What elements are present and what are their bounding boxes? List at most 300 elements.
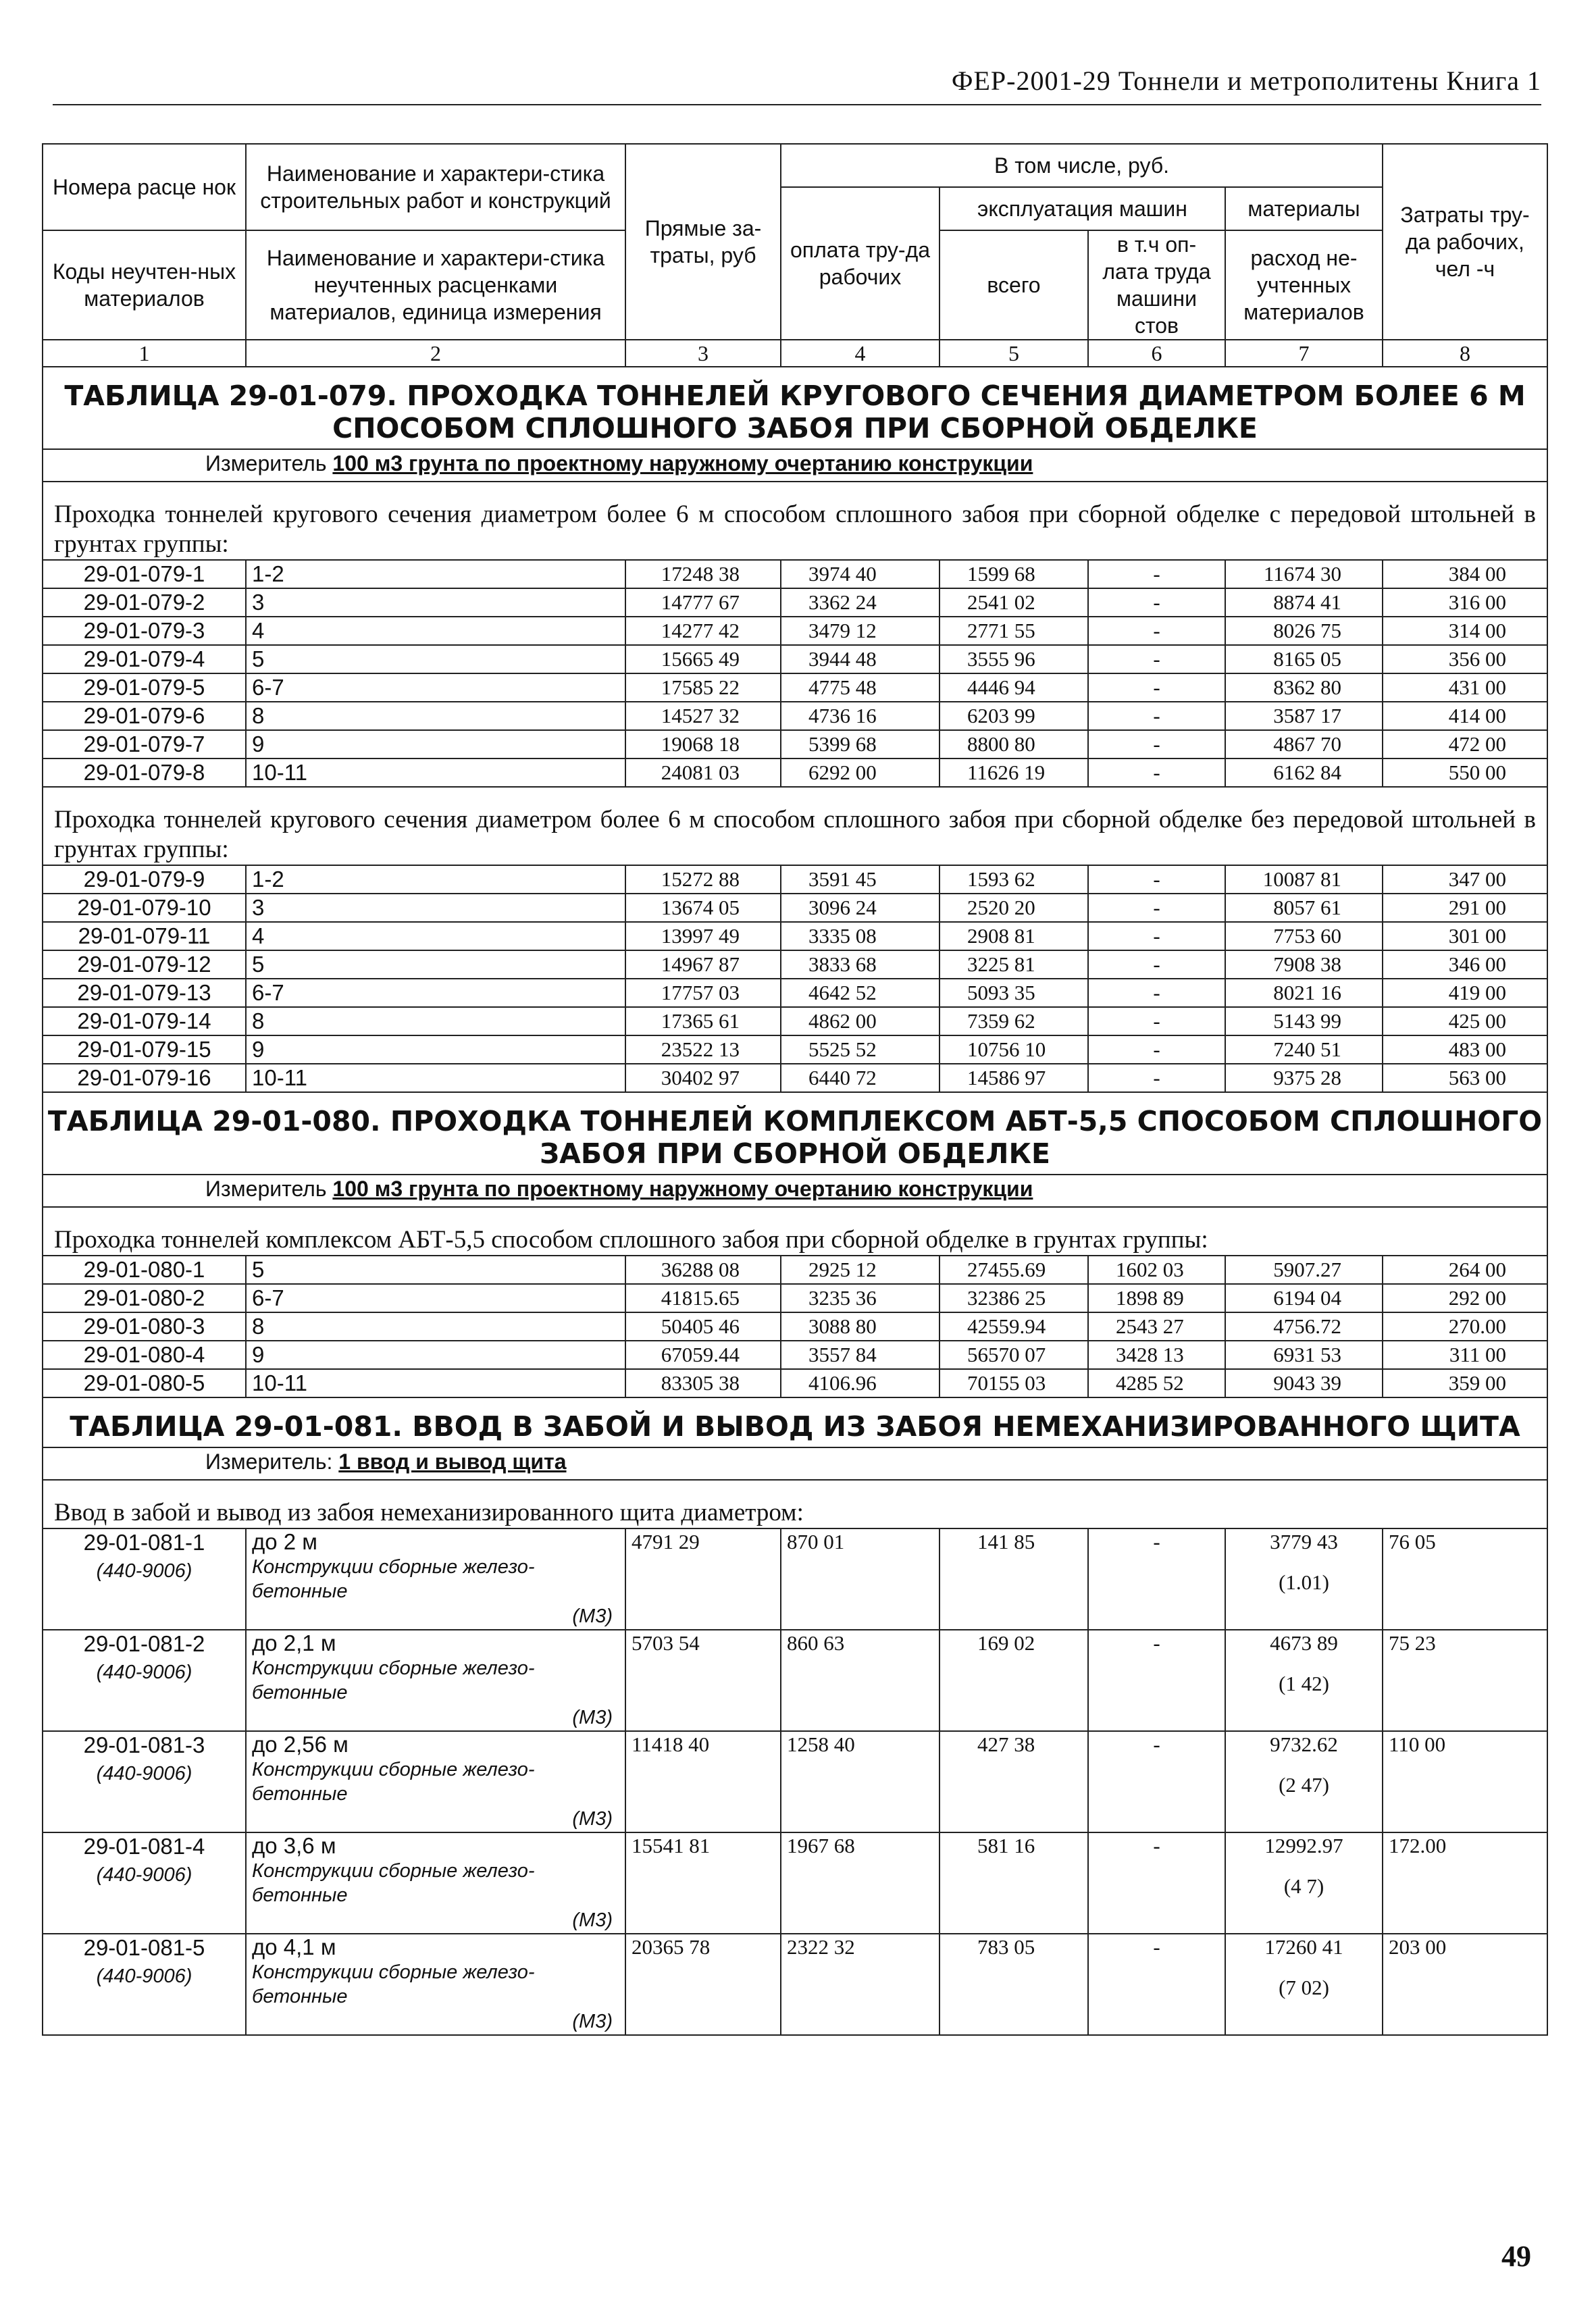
material-quantity: (2 47) — [1279, 1773, 1329, 1797]
rate-code: 29-01-081-2 — [83, 1631, 205, 1656]
table-cell: 15272 88 — [625, 865, 781, 894]
table-cell: 301 00 — [1383, 922, 1547, 950]
col-1a-header: Номера расце нок — [43, 144, 246, 230]
table-cell: 29-01-079-2 — [43, 588, 246, 617]
table-cell: 11626 19 — [939, 759, 1088, 787]
table-cell: 8800 80 — [939, 730, 1088, 759]
table-cell: 42559.94 — [939, 1312, 1088, 1341]
table-cell: 6292 00 — [781, 759, 939, 787]
table-row — [43, 1312, 1547, 1341]
table-cell: 29-01-079-13 — [43, 979, 246, 1007]
machines-header: эксплуатация машин — [939, 187, 1225, 230]
table-cell: 13674 05 — [625, 894, 781, 922]
table-cell: 4756.72 — [1225, 1312, 1383, 1341]
table-cell: 29-01-079-8 — [43, 759, 246, 787]
material-code: (440-9006) — [96, 1965, 192, 1987]
material-cell — [1225, 1528, 1383, 1630]
table-cell: 29-01-080-1 — [43, 1256, 246, 1284]
table-cell: 3591 45 — [781, 865, 939, 894]
table-cell: 1898 89 — [1088, 1284, 1225, 1312]
table-cell: 3587 17 — [1225, 702, 1383, 730]
table-cell: 347 00 — [1383, 865, 1547, 894]
rate-code: 29-01-081-5 — [83, 1935, 205, 1960]
table-cell: 27455.69 — [939, 1256, 1088, 1284]
table-cell: 10756 10 — [939, 1035, 1088, 1064]
table-cell: - — [1088, 1007, 1225, 1035]
col-3-header: Прямые за-траты, руб — [625, 144, 781, 340]
table-cell: 427 38 — [939, 1731, 1088, 1832]
table-cell: 3088 80 — [781, 1312, 939, 1341]
table-row — [43, 1731, 1547, 1832]
table-cell: 2543 27 — [1088, 1312, 1225, 1341]
table-cell: 30402 97 — [625, 1064, 781, 1092]
table-cell: 169 02 — [939, 1630, 1088, 1731]
table-cell: 10-11 — [246, 1369, 625, 1397]
col-2b-header: Наименование и характери-стика неучтенных расценками материалов, единица измерения — [246, 230, 625, 340]
desc-cell — [246, 1630, 625, 1731]
material-quantity: (4 7) — [1283, 1874, 1324, 1898]
section-heading — [43, 1207, 1547, 1256]
material-unit: (М3) — [572, 1808, 613, 1830]
table-cell: 6-7 — [246, 1284, 625, 1312]
table-cell: 563 00 — [1383, 1064, 1547, 1092]
column-number: 8 — [1383, 340, 1547, 367]
table-body — [43, 367, 1547, 2035]
table-cell: - — [1088, 673, 1225, 702]
table-cell: 5907.27 — [1225, 1256, 1383, 1284]
table-title — [43, 1397, 1547, 1447]
table-title — [43, 367, 1547, 449]
table-cell: 172.00 — [1383, 1832, 1547, 1934]
table-cell: 203 00 — [1383, 1934, 1547, 2035]
column-numbers-row — [43, 340, 1547, 367]
table-cell: 783 05 — [939, 1934, 1088, 2035]
table-cell: 7240 51 — [1225, 1035, 1383, 1064]
table-row — [43, 702, 1547, 730]
table-cell: 10087 81 — [1225, 865, 1383, 894]
table-cell: 3833 68 — [781, 950, 939, 979]
table-row — [43, 1934, 1547, 2035]
desc-cell — [246, 1528, 625, 1630]
table-cell: 314 00 — [1383, 617, 1547, 645]
measure-line — [43, 1175, 1547, 1207]
table-cell: 1-2 — [246, 865, 625, 894]
measure-label: Измеритель — [205, 451, 327, 475]
table-row — [43, 588, 1547, 617]
table-row — [43, 894, 1547, 922]
table-cell: 6440 72 — [781, 1064, 939, 1092]
table-header — [43, 144, 1547, 367]
table-cell: 5 — [246, 950, 625, 979]
table-cell: - — [1088, 1035, 1225, 1064]
section-heading — [43, 1480, 1547, 1528]
table-row — [43, 1341, 1547, 1369]
table-cell: 29-01-079-1 — [43, 560, 246, 588]
table-title-text: ТАБЛИЦА 29-01-081. ВВОД В ЗАБОЙ И ВЫВОД ИЗ ЗАБОЯ НЕМЕХАНИЗИРОВАННОГО ЩИТА — [70, 1410, 1520, 1443]
table-cell: - — [1088, 730, 1225, 759]
table-cell: 29-01-079-15 — [43, 1035, 246, 1064]
table-cell: - — [1088, 759, 1225, 787]
table-cell: 29-01-079-4 — [43, 645, 246, 673]
table-cell: 141 85 — [939, 1528, 1088, 1630]
col-5-header: всего — [939, 230, 1088, 340]
table-cell: - — [1088, 950, 1225, 979]
table-cell: 581 16 — [939, 1832, 1088, 1934]
table-title-text: ТАБЛИЦА 29-01-080. ПРОХОДКА ТОННЕЛЕЙ КОМПЛЕКСОМ АБТ-5,5 СПОСОБОМ СПЛОШНОГО ЗАБОЯ ПРИ СБОРНОЙ ОБДЕЛКЕ — [47, 1105, 1543, 1170]
material-cost: 12992.97 — [1264, 1834, 1343, 1857]
table-cell: 14277 42 — [625, 617, 781, 645]
material-code: (440-9006) — [96, 1560, 192, 1582]
measure-label: Измеритель: — [205, 1449, 333, 1474]
column-number: 5 — [939, 340, 1088, 367]
table-cell: 6-7 — [246, 673, 625, 702]
table-title-cell — [43, 1397, 1547, 1447]
material-unit: (М3) — [572, 1605, 613, 1627]
table-cell: 4 — [246, 922, 625, 950]
table-cell: 14527 32 — [625, 702, 781, 730]
material-cell — [1225, 1731, 1383, 1832]
table-row — [43, 922, 1547, 950]
table-cell: 264 00 — [1383, 1256, 1547, 1284]
material-quantity: (7 02) — [1279, 1976, 1329, 1999]
table-cell: 431 00 — [1383, 673, 1547, 702]
table-cell: 384 00 — [1383, 560, 1547, 588]
table-cell: 8 — [246, 1007, 625, 1035]
group-header: В том числе, руб. — [781, 144, 1383, 187]
running-header — [53, 65, 1541, 105]
table-cell: 6-7 — [246, 979, 625, 1007]
table-cell: 110 00 — [1383, 1731, 1547, 1832]
section-heading-text: Проходка тоннелей комплексом АБТ-5,5 способом сплошного забоя при сборной обделке в грунтах группы: — [54, 1226, 1208, 1254]
rate-code: 29-01-081-1 — [83, 1530, 205, 1555]
table-cell: 36288 08 — [625, 1256, 781, 1284]
table-cell: - — [1088, 1630, 1225, 1731]
table-cell: - — [1088, 1832, 1225, 1934]
desc-cell — [246, 1934, 625, 2035]
table-cell: 29-01-079-12 — [43, 950, 246, 979]
table-cell: 1593 62 — [939, 865, 1088, 894]
table-row — [43, 673, 1547, 702]
table-row — [43, 1035, 1547, 1064]
table-cell: 29-01-079-10 — [43, 894, 246, 922]
section-heading-cell — [43, 482, 1547, 560]
table-cell: 4867 70 — [1225, 730, 1383, 759]
table-cell: 4791 29 — [625, 1528, 781, 1630]
measure-label: Измеритель — [205, 1177, 327, 1201]
table-cell: 17365 61 — [625, 1007, 781, 1035]
material-cell — [1225, 1934, 1383, 2035]
column-number: 4 — [781, 340, 939, 367]
table-cell: 3362 24 — [781, 588, 939, 617]
table-row — [43, 1064, 1547, 1092]
column-number: 6 — [1088, 340, 1225, 367]
table-cell: 4 — [246, 617, 625, 645]
table-cell: 2520 20 — [939, 894, 1088, 922]
table-cell: 8362 80 — [1225, 673, 1383, 702]
code-cell — [43, 1528, 246, 1630]
table-cell: - — [1088, 702, 1225, 730]
table-cell: 3428 13 — [1088, 1341, 1225, 1369]
table-cell: 419 00 — [1383, 979, 1547, 1007]
table-cell: 14586 97 — [939, 1064, 1088, 1092]
table-cell: 3225 81 — [939, 950, 1088, 979]
table-title-cell — [43, 1092, 1547, 1175]
table-cell: 9 — [246, 1035, 625, 1064]
table-cell: 292 00 — [1383, 1284, 1547, 1312]
measure-value: 100 м3 грунта по проектному наружному очертанию конструкции — [332, 451, 1033, 475]
table-cell: 29-01-079-16 — [43, 1064, 246, 1092]
material-name: Конструкции сборные железо-бетонные — [252, 1556, 535, 1602]
table-cell: - — [1088, 979, 1225, 1007]
table-cell: 29-01-079-3 — [43, 617, 246, 645]
material-cost: 4673 89 — [1270, 1631, 1338, 1655]
table-cell: - — [1088, 1064, 1225, 1092]
table-cell: 50405 46 — [625, 1312, 781, 1341]
material-cell — [1225, 1630, 1383, 1731]
table-cell: 11674 30 — [1225, 560, 1383, 588]
measure-line-cell — [43, 1447, 1547, 1480]
table-row — [43, 1832, 1547, 1934]
table-cell: 2322 32 — [781, 1934, 939, 2035]
table-cell: 550 00 — [1383, 759, 1547, 787]
table-row — [43, 979, 1547, 1007]
table-cell: 472 00 — [1383, 730, 1547, 759]
col-8-header: Затраты тру-да рабочих, чел -ч — [1383, 144, 1547, 340]
measure-line — [43, 449, 1547, 482]
table-cell: 29-01-079-6 — [43, 702, 246, 730]
work-name: до 2 м — [252, 1529, 317, 1554]
table-cell: 5093 35 — [939, 979, 1088, 1007]
table-cell: 346 00 — [1383, 950, 1547, 979]
col-7-header: расход не-учтенных материалов — [1225, 230, 1383, 340]
table-cell: 2908 81 — [939, 922, 1088, 950]
table-cell: 870 01 — [781, 1528, 939, 1630]
measure-line-cell — [43, 449, 1547, 482]
section-heading-text: Проходка тоннелей кругового сечения диаметром более 6 м способом сплошного забоя при сборной обделке без передовой штольней в грунтах группы: — [54, 806, 1537, 863]
section-heading-cell — [43, 1207, 1547, 1256]
table-cell: 270.00 — [1383, 1312, 1547, 1341]
table-cell: 75 23 — [1383, 1630, 1547, 1731]
table-cell: 1602 03 — [1088, 1256, 1225, 1284]
table-cell: 9375 28 — [1225, 1064, 1383, 1092]
table-cell: 860 63 — [781, 1630, 939, 1731]
material-name: Конструкции сборные железо-бетонные — [252, 1657, 535, 1703]
table-cell: 4285 52 — [1088, 1369, 1225, 1397]
column-number: 3 — [625, 340, 781, 367]
table-cell: 14777 67 — [625, 588, 781, 617]
table-cell: 6194 04 — [1225, 1284, 1383, 1312]
table-cell: 56570 07 — [939, 1341, 1088, 1369]
table-cell: 5525 52 — [781, 1035, 939, 1064]
table-cell: 9043 39 — [1225, 1369, 1383, 1397]
table-cell: 8 — [246, 1312, 625, 1341]
table-row — [43, 1369, 1547, 1397]
table-cell: 291 00 — [1383, 894, 1547, 922]
table-cell: 6931 53 — [1225, 1341, 1383, 1369]
table-cell: 29-01-079-9 — [43, 865, 246, 894]
column-number: 7 — [1225, 340, 1383, 367]
table-cell: 3335 08 — [781, 922, 939, 950]
table-cell: 3944 48 — [781, 645, 939, 673]
material-unit: (М3) — [572, 2011, 613, 2032]
material-cell — [1225, 1832, 1383, 1934]
table-cell: 3974 40 — [781, 560, 939, 588]
table-cell: 5399 68 — [781, 730, 939, 759]
table-cell: 6203 99 — [939, 702, 1088, 730]
table-cell: 311 00 — [1383, 1341, 1547, 1369]
table-cell: 3096 24 — [781, 894, 939, 922]
table-cell: 23522 13 — [625, 1035, 781, 1064]
table-cell: 2541 02 — [939, 588, 1088, 617]
col-4-header: оплата тру-да рабочих — [781, 187, 939, 340]
table-cell: 1258 40 — [781, 1731, 939, 1832]
table-cell: 3235 36 — [781, 1284, 939, 1312]
table-cell: 13997 49 — [625, 922, 781, 950]
table-cell: 41815.65 — [625, 1284, 781, 1312]
work-name: до 4,1 м — [252, 1934, 336, 1959]
table-title — [43, 1092, 1547, 1175]
table-cell: 8 — [246, 702, 625, 730]
table-cell: 83305 38 — [625, 1369, 781, 1397]
table-cell: 8026 75 — [1225, 617, 1383, 645]
table-cell: 1599 68 — [939, 560, 1088, 588]
table-cell: 4446 94 — [939, 673, 1088, 702]
table-row — [43, 950, 1547, 979]
table-cell: 8057 61 — [1225, 894, 1383, 922]
table-cell: 5 — [246, 1256, 625, 1284]
table-cell: - — [1088, 894, 1225, 922]
table-cell: 3479 12 — [781, 617, 939, 645]
table-cell: 29-01-080-4 — [43, 1341, 246, 1369]
col-6-header: в т.ч оп-лата труда машини стов — [1088, 230, 1225, 340]
table-cell: 10-11 — [246, 759, 625, 787]
table-cell: 359 00 — [1383, 1369, 1547, 1397]
table-cell: 4642 52 — [781, 979, 939, 1007]
desc-cell — [246, 1731, 625, 1832]
table-cell: 8874 41 — [1225, 588, 1383, 617]
code-cell — [43, 1731, 246, 1832]
table-row — [43, 865, 1547, 894]
materials-header: материалы — [1225, 187, 1383, 230]
desc-cell — [246, 1832, 625, 1934]
table-cell: 76 05 — [1383, 1528, 1547, 1630]
table-row — [43, 1284, 1547, 1312]
section-heading-cell — [43, 1480, 1547, 1528]
page-number: 49 — [1501, 2240, 1531, 2273]
table-cell: - — [1088, 865, 1225, 894]
table-cell: 2925 12 — [781, 1256, 939, 1284]
section-heading-cell — [43, 787, 1547, 865]
code-cell — [43, 1630, 246, 1731]
table-cell: - — [1088, 1528, 1225, 1630]
table-cell: 7753 60 — [1225, 922, 1383, 950]
table-row — [43, 1630, 1547, 1731]
table-cell: - — [1088, 617, 1225, 645]
table-cell: 5 — [246, 645, 625, 673]
table-row — [43, 730, 1547, 759]
table-cell: 29-01-079-11 — [43, 922, 246, 950]
measure-value: 1 ввод и вывод щита — [338, 1449, 567, 1474]
table-cell: 20365 78 — [625, 1934, 781, 2035]
table-cell: 67059.44 — [625, 1341, 781, 1369]
table-row — [43, 1007, 1547, 1035]
table-cell: - — [1088, 588, 1225, 617]
column-number: 2 — [246, 340, 625, 367]
code-cell — [43, 1832, 246, 1934]
material-cost: 9732.62 — [1270, 1732, 1338, 1756]
table-cell: 2771 55 — [939, 617, 1088, 645]
table-cell: 8021 16 — [1225, 979, 1383, 1007]
table-cell: 316 00 — [1383, 588, 1547, 617]
table-row — [43, 645, 1547, 673]
table-cell: 414 00 — [1383, 702, 1547, 730]
table-title-text: ТАБЛИЦА 29-01-079. ПРОХОДКА ТОННЕЛЕЙ КРУГОВОГО СЕЧЕНИЯ ДИАМЕТРОМ БОЛЕЕ 6 М СПОСОБОМ СПЛОШНОГО ЗАБОЯ ПРИ СБОРНОЙ ОБДЕЛКЕ — [64, 380, 1526, 444]
section-heading — [43, 787, 1547, 865]
table-cell: 1967 68 — [781, 1832, 939, 1934]
material-quantity: (1.01) — [1279, 1570, 1329, 1594]
table-cell: 4106.96 — [781, 1369, 939, 1397]
table-cell: 29-01-079-7 — [43, 730, 246, 759]
table-cell: 4862 00 — [781, 1007, 939, 1035]
table-cell: - — [1088, 645, 1225, 673]
table-cell: 4736 16 — [781, 702, 939, 730]
code-cell — [43, 1934, 246, 2035]
table-cell: 5703 54 — [625, 1630, 781, 1731]
table-cell: 29-01-079-5 — [43, 673, 246, 702]
table-title-cell — [43, 367, 1547, 449]
table-cell: 11418 40 — [625, 1731, 781, 1832]
table-cell: 17248 38 — [625, 560, 781, 588]
table-cell: 356 00 — [1383, 645, 1547, 673]
table-cell: 3 — [246, 894, 625, 922]
table-cell: 425 00 — [1383, 1007, 1547, 1035]
table-cell: 10-11 — [246, 1064, 625, 1092]
table-cell: 4775 48 — [781, 673, 939, 702]
table-cell: 17757 03 — [625, 979, 781, 1007]
material-name: Конструкции сборные железо-бетонные — [252, 1759, 535, 1805]
table-row — [43, 560, 1547, 588]
table-cell: 6162 84 — [1225, 759, 1383, 787]
table-cell: 483 00 — [1383, 1035, 1547, 1064]
table-cell: - — [1088, 1934, 1225, 2035]
table-cell: - — [1088, 922, 1225, 950]
table-cell: 29-01-080-2 — [43, 1284, 246, 1312]
material-cost: 3779 43 — [1270, 1530, 1338, 1553]
material-code: (440-9006) — [96, 1864, 192, 1886]
table-cell: 15541 81 — [625, 1832, 781, 1934]
table-cell: 29-01-080-3 — [43, 1312, 246, 1341]
col-1b-header: Коды неучтен-ных материалов — [43, 230, 246, 340]
price-table — [42, 143, 1548, 2036]
table-cell: - — [1088, 1731, 1225, 1832]
material-quantity: (1 42) — [1279, 1672, 1329, 1695]
table-row — [43, 759, 1547, 787]
table-cell: 9 — [246, 1341, 625, 1369]
table-cell: 19068 18 — [625, 730, 781, 759]
col-2a-header: Наименование и характери-стика строительных работ и конструкций — [246, 144, 625, 230]
running-header-text: ФЕР-2001-29 Тоннели и метрополитены Книга 1 — [951, 66, 1541, 96]
table-cell: 1-2 — [246, 560, 625, 588]
section-heading — [43, 482, 1547, 560]
table-row — [43, 1256, 1547, 1284]
table-row — [43, 617, 1547, 645]
table-cell: 8165 05 — [1225, 645, 1383, 673]
table-cell: 3557 84 — [781, 1341, 939, 1369]
material-unit: (М3) — [572, 1909, 613, 1931]
table-cell: - — [1088, 560, 1225, 588]
table-cell: 24081 03 — [625, 759, 781, 787]
material-cost: 17260 41 — [1264, 1935, 1343, 1959]
